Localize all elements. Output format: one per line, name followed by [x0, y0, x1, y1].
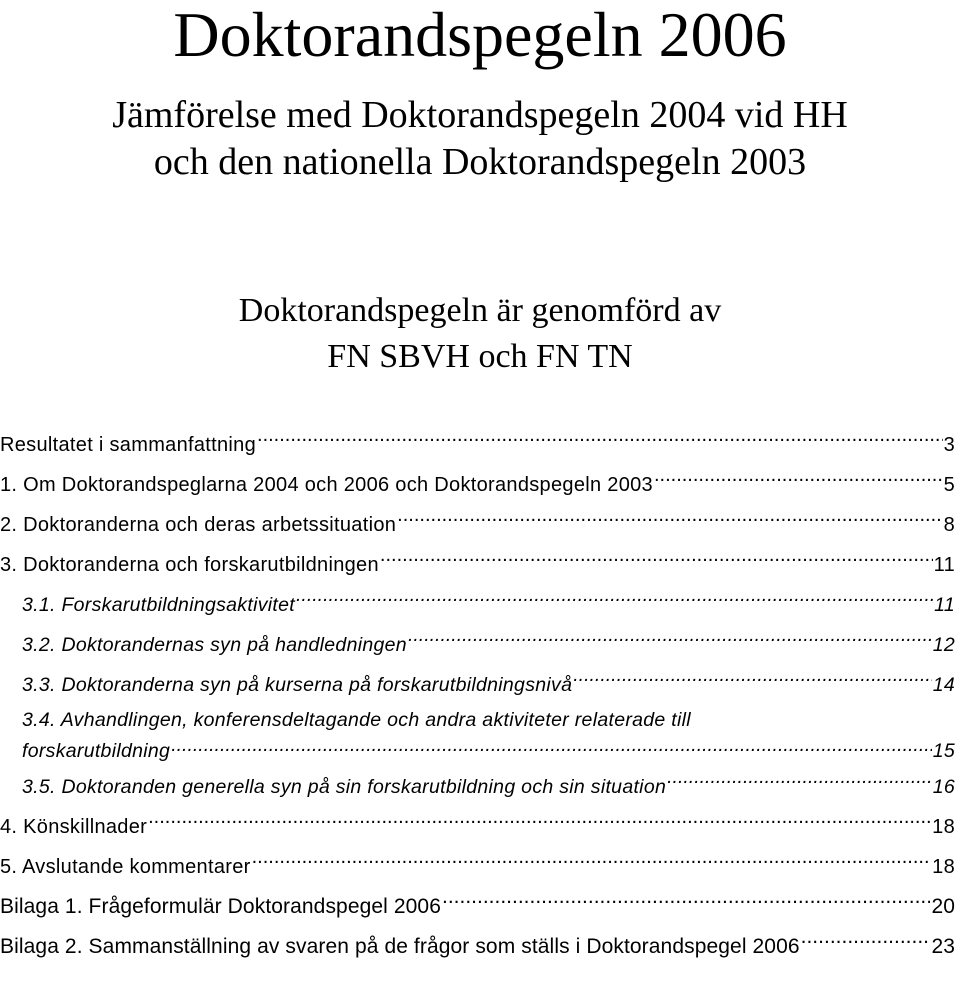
toc-page-number: 15 — [932, 740, 955, 762]
toc-entry-label: Resultatet i sammanfattning — [0, 434, 257, 456]
toc-entry-bilaga-1[interactable] — [0, 887, 955, 927]
toc-entry-label: 5. Avslutande kommentarer — [0, 856, 251, 878]
document-title: Doktorandspegeln 2006 — [173, 0, 787, 70]
toc-entry-3-5[interactable] — [0, 767, 955, 807]
toc-dot-leader — [667, 774, 932, 794]
toc-dot-leader — [148, 813, 931, 833]
toc-entry-4[interactable] — [0, 807, 955, 847]
toc-entry-label: Bilaga 1. Frågeformulär Doktorandspegel 2006 — [0, 895, 441, 918]
toc-entry-label: 4. Könskillnader — [0, 816, 148, 838]
toc-dot-leader — [397, 511, 942, 531]
toc-dot-leader — [257, 431, 943, 451]
toc-page-number: 3 — [943, 434, 955, 456]
toc-entry-label: 3. Doktoranderna och forskarutbildningen — [0, 554, 379, 576]
toc-page-number: 18 — [932, 816, 955, 838]
toc-page-number: 20 — [931, 895, 955, 918]
toc-entry-2[interactable] — [0, 505, 955, 545]
toc-page-number: 16 — [932, 776, 955, 798]
toc-entry-bilaga-2[interactable] — [0, 927, 955, 967]
toc-entry-label-line-1: 3.4. Avhandlingen, konferensdeltagande och andra aktiviteter relaterade till — [22, 709, 691, 731]
toc-dot-leader — [408, 632, 932, 652]
toc-page-number: 18 — [932, 856, 955, 878]
performed-by-line-2: FN SBVH och FN TN — [327, 338, 633, 375]
toc-entry-1[interactable] — [0, 465, 955, 505]
toc-entry-label: 3.3. Doktoranderna syn på kurserna på forskarutbildningsnivå — [22, 674, 573, 696]
toc-page-number: 5 — [943, 474, 955, 496]
toc-entry-3[interactable] — [0, 545, 955, 585]
toc-dot-leader — [296, 592, 933, 612]
toc-dot-leader — [442, 892, 930, 913]
toc-entry-label: forskarutbildning — [22, 740, 171, 762]
toc-entry-label: Bilaga 2. Sammanställning av svaren på de frågor som ställs i Doktorandspegel 2006 — [0, 935, 800, 958]
performed-by — [0, 288, 960, 380]
toc-entry-label: 2. Doktoranderna och deras arbetssituation — [0, 514, 397, 536]
subtitle-line-2: och den nationella Doktorandspegeln 2003 — [153, 141, 807, 183]
toc-page-number: 11 — [933, 554, 955, 576]
toc-page-number: 12 — [932, 634, 955, 656]
toc-entry-label: 1. Om Doktorandspeglarna 2004 och 2006 och Doktorandspegeln 2003 — [0, 474, 653, 496]
toc-entry-3-1[interactable] — [0, 585, 955, 625]
toc-entry-label: 3.2. Doktorandernas syn på handledningen — [22, 634, 407, 656]
toc-page-number: 11 — [934, 594, 955, 616]
toc-entry-3-3[interactable] — [0, 665, 955, 705]
toc-page-number: 8 — [943, 514, 955, 536]
toc-dot-leader — [171, 738, 932, 758]
toc-page-number: 14 — [932, 674, 955, 696]
toc-entry-5[interactable] — [0, 847, 955, 887]
subtitle-line-1: Jämförelse med Doktorandspegeln 2004 vid HH — [112, 94, 848, 136]
toc-entry-label: 3.5. Doktoranden generella syn på sin forskarutbildning och sin situation — [22, 776, 667, 798]
performed-by-line-1: Doktorandspegeln är genomförd av — [238, 292, 722, 329]
table-of-contents — [0, 425, 955, 967]
toc-dot-leader — [654, 471, 943, 491]
toc-dot-leader — [801, 932, 931, 953]
toc-entry-3-2[interactable] — [0, 625, 955, 665]
toc-dot-leader — [573, 672, 931, 692]
toc-entry-3-4[interactable] — [0, 705, 955, 767]
toc-page-number: 23 — [931, 935, 955, 958]
toc-dot-leader — [380, 551, 933, 571]
toc-entry-resultatet[interactable] — [0, 425, 955, 465]
toc-entry-label: 3.1. Forskarutbildningsaktivitet — [22, 594, 295, 616]
document-subtitle — [0, 92, 960, 186]
toc-dot-leader — [252, 853, 932, 873]
